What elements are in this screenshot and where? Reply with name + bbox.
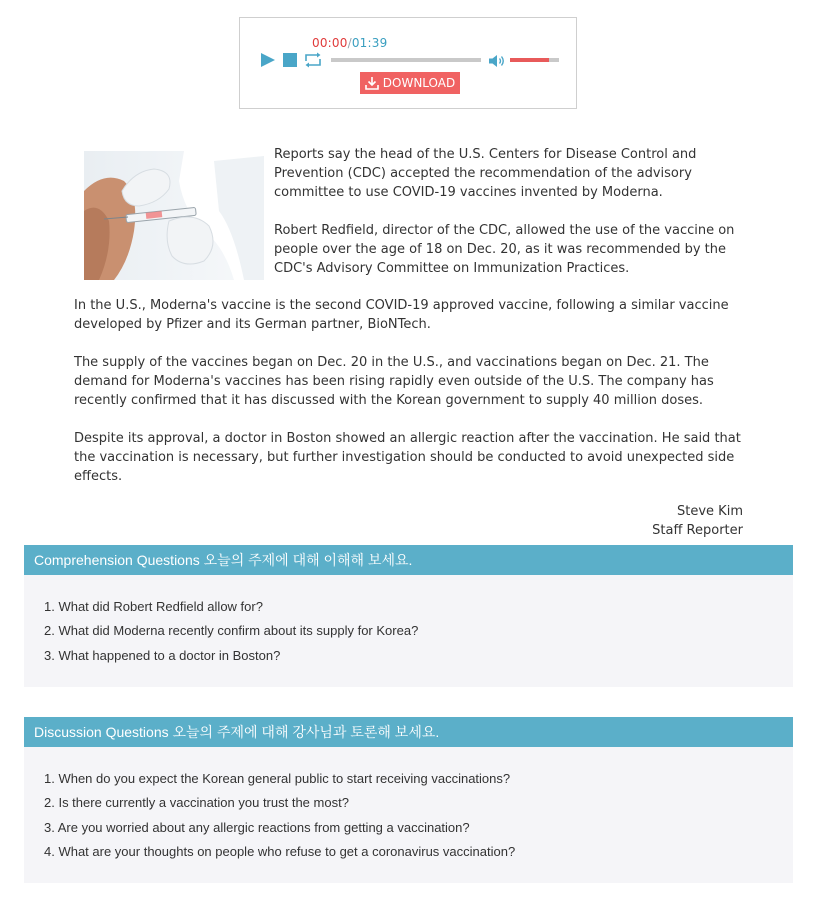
- time-display: [312, 36, 387, 50]
- vaccination-photo: [84, 151, 264, 280]
- question-item: 2. What did Moderna recently confirm about its supply for Korea?: [44, 623, 419, 639]
- comprehension-section: [24, 545, 793, 687]
- comprehension-list: [24, 575, 793, 668]
- download-button[interactable]: [360, 72, 460, 94]
- question-item: 1. What did Robert Redfield allow for?: [44, 599, 263, 614]
- question-item: 4. What are your thoughts on people who refuse to get a coronavirus vaccination?: [44, 843, 516, 859]
- article-paragraph: Despite its approval, a doctor in Boston showed an allergic reaction after the vaccination. He said that the vaccination is necessary, but further investigation should be conducted to avoid unexpected side effects.: [74, 431, 741, 484]
- volume-icon[interactable]: [488, 53, 506, 67]
- discussion-section: [24, 717, 793, 883]
- download-label: DOWNLOAD: [382, 76, 456, 90]
- article-paragraph: Reports say the head of the U.S. Centers for Disease Control and Prevention (CDC) accepted the recommendation of the advisory committee to use COVID-19 vaccines invented by Moderna.: [274, 147, 697, 200]
- progress-bar[interactable]: [331, 58, 481, 62]
- question-item: 3. What happened to a doctor in Boston?: [44, 647, 281, 663]
- author-name: Steve Kim: [677, 504, 743, 519]
- article-paragraph: Robert Redfield, director of the CDC, allowed the use of the vaccine on people over the age of 18 on Dec. 20, as it was recommended by the CDC's Advisory Committee on Immunization Practices.: [274, 223, 735, 276]
- loop-icon[interactable]: [304, 52, 322, 68]
- duration: 01:39: [351, 36, 388, 50]
- audio-player: [239, 17, 577, 109]
- question-item: 3. Are you worried about any allergic reactions from getting a vaccination?: [44, 819, 470, 835]
- play-icon[interactable]: [260, 52, 276, 68]
- author-role: Staff Reporter: [652, 523, 743, 538]
- question-item: 2. Is there currently a vaccination you trust the most?: [44, 795, 349, 811]
- current-time: 00:00: [312, 36, 348, 50]
- discussion-header: Discussion Questions 오늘의 주제에 대해 강사님과 토론해 보세요.: [24, 717, 793, 747]
- article-paragraph: In the U.S., Moderna's vaccine is the second COVID-19 approved vaccine, following a similar vaccine developed by Pfizer and its German partner, BioNTech.: [74, 298, 729, 332]
- time-separator: /: [347, 36, 352, 50]
- download-icon: [365, 76, 379, 90]
- discussion-list: [24, 747, 793, 864]
- question-item: 1. When do you expect the Korean general public to start receiving vaccinations?: [44, 771, 511, 786]
- stop-icon[interactable]: [283, 53, 297, 67]
- volume-level: [510, 58, 549, 62]
- article-paragraph: The supply of the vaccines began on Dec. 20 in the U.S., and vaccinations began on Dec. 21. The demand for Moderna's vaccines has been rising rapidly even outside of the U.S. The company has recently confirmed that it has discussed with the Korean government to supply 40 million doses.: [74, 355, 714, 408]
- byline: [652, 502, 743, 540]
- volume-slider[interactable]: [510, 58, 559, 62]
- comprehension-header: Comprehension Questions 오늘의 주제에 대해 이해해 보세요.: [24, 545, 793, 575]
